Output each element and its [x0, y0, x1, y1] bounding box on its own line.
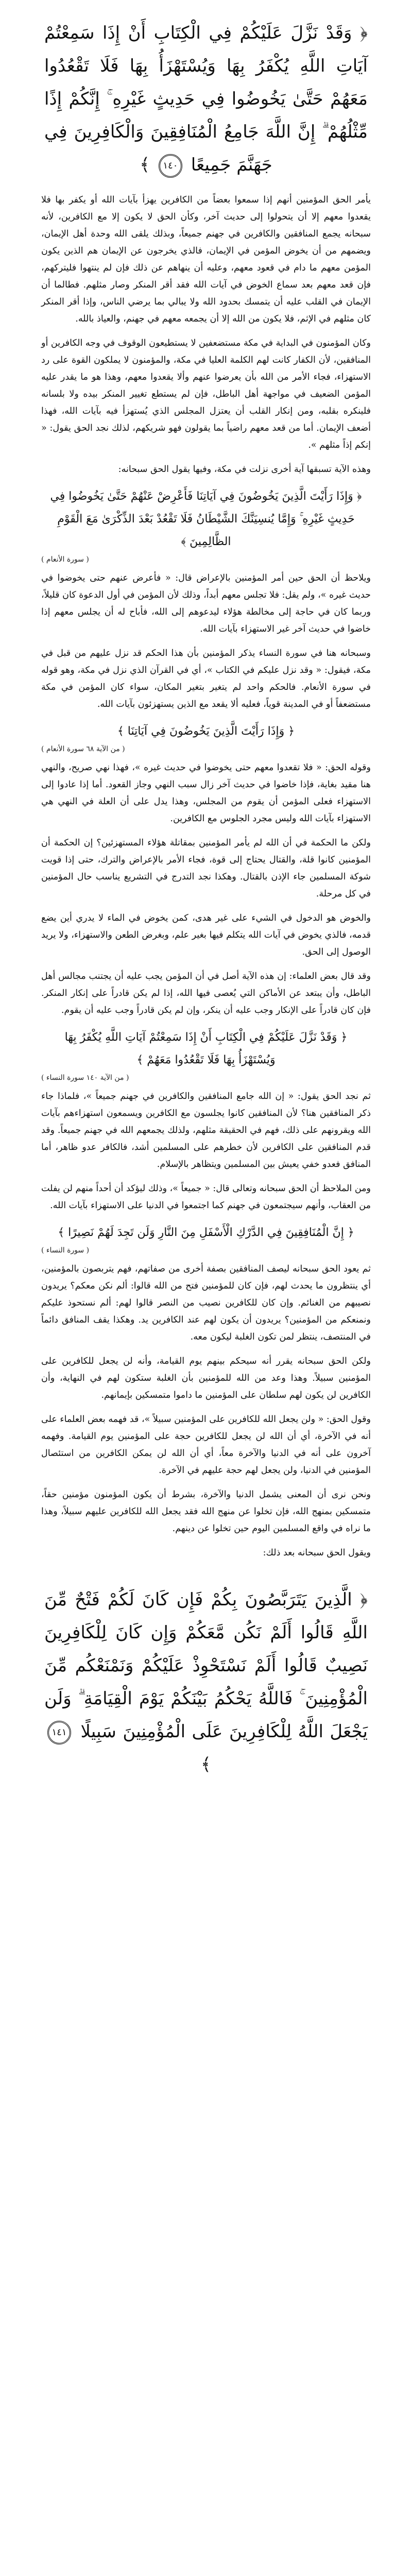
verse-reference: ( من الآية ١٤٠ سورة النساء ) — [41, 1074, 129, 1082]
verse-reference: ( سورة الأنعام ) — [41, 555, 89, 564]
paragraph: ثم نجد الحق يقول: « إن الله جامع المنافقين والكافرين في جهنم جميعاً »، فلماذا جاء ذكر المنافقين هنا؟ لأن المنافقين كانوا يجلسون مع الكافرين ويسمعون استهزاءهم بآيات الله ويقرونهم على ذلك، فهم في الحقيقة مثلهم، ولذلك يجمعهم الله في جهنم جميعاً. وقد قدم المنافقين على الكافرين لأن خطرهم على المسلمين أشد، فالكافر عدو ظاهر، أما المنافق فعدو خفي يعيش بين المسلمين ويتظاهر بالإسلام. — [41, 1091, 371, 1170]
paragraph: وسبحانه هنا في سورة النساء يذكر المؤمنين بأن هذا الحكم قد نزل عليهم من قبل في مكة، فيقول: « وقد نزل عليكم في الكتاب »، أي في القرآن الذي نزل في مكة، وهو قوله في سورة الأنعام. فالحكم واحد لم يتغير بتغير المكان، سواء كان المؤمن في مكة مستضعفاً أو في المدينة قوياً، فعليه ألا يقعد مع الذين يستهزئون بآيات الله. — [41, 648, 371, 709]
paragraph: ولكن ما الحكمة في أن الله لم يأمر المؤمنين بمقاتلة هؤلاء المستهزئين؟ إن الحكمة أن المؤمنين كانوا قلة، والقتال يحتاج إلى قوة، فجاء الأمر بالإعراض والترك، حتى إذا قويت شوكة المسلمين جاء الإذن بالقتال. وهكذا نجد التدرج في التشريع يناسب حال المؤمنين في كل مرحلة. — [41, 838, 371, 899]
paragraph: ولكن الحق سبحانه يقرر أنه سيحكم بينهم يوم القيامة، وأنه لن يجعل للكافرين على المؤمنين سبيلاً. وهذا وعد من الله للمؤمنين بأن الغلبة ستكون لهم في النهاية، وأن الكافرين لن يكون لهم سلطان على المؤمنين ما داموا متمسكين بإيمانهم. — [41, 1356, 371, 1400]
quoted-verse: ﴿ وَقَدْ نَزَّلَ عَلَيْكُمْ فِي الْكِتَابِ أَنْ إِذَا سَمِعْتُمْ آيَاتِ اللَّهِ يُكْفَرُ بِهَا وَيُسْتَهْزَأُ بِهَا فَلَا تَقْعُدُوا مَعَهُمْ ﴾ — [64, 1031, 348, 1066]
paragraph: يأمر الحق المؤمنين أنهم إذا سمعوا بعضاً من الكافرين يهزأ بآيات الله أو يكفر بها فلا يقعدوا معهم إلا أن يتحولوا إلى حديث آخر، وكأن الحق لا يكون إلا مع الكافرين، لأنه سبحانه يجمع المنافقين والكافرين في جهنم جميعاً، وبذلك يلقى الله وحدة أهل الإيمان، ويضمهم من أن يخوض المؤمن في الإيمان، فالذي يخرجون عن الإيمان هم الذين يكون المؤمن معهم ما دام في قعود معهم، وعليه أن ينهاهم عن ذلك فإن لم ينتهوا فليتركهم، فإن قعد معهم بعد سماع الخوض في آيات الله فقد أقر المنكر وصار مثلهم. فطالما أن الإيمان في القلب عليه أن يتمسك بحدود الله ولا يبالي بما يرضي الناس، وإذا أقر المنكر كان مثلهم في الإثم، فلا يكون من الله إلا أن يجمعه معهم في جهنم، والعياذ بالله. — [41, 195, 371, 324]
closing-verse — [41, 1583, 371, 1781]
verse-close-bracket: ﴾ — [140, 155, 150, 175]
opening-verse-text: ﴿ وَقَدْ نَزَّلَ عَلَيْكُمْ فِي الْكِتَابِ أَنْ إِذَا سَمِعْتُمْ آيَاتِ اللَّهِ يُكْفَرُ بِهَا وَيُسْتَهْزَأُ بِهَا فَلَا تَقْعُدُوا مَعَهُمْ حَتَّىٰ يَخُوضُوا فِي حَدِيثٍ غَيْرِهِ ۚ إِنَّكُمْ إِذًا مِّثْلُهُمْ ۗ إِنَّ اللَّهَ جَامِعُ الْمُنَافِقِينَ وَالْكَافِرِينَ فِي جَهَنَّمَ جَمِيعًا — [44, 23, 368, 175]
ayah-number-marker: ١٤١ — [47, 1721, 71, 1744]
paragraph: والخوض هو الدخول في الشيء على غير هدى، كمن يخوض في الماء لا يدري أين يضع قدمه، فالذي يخوض في آيات الله يتكلم فيها بغير علم، وبغرض الطعن والاستهزاء، ولا يريد الوصول إلى الحق. — [41, 913, 371, 957]
paragraph: ونحن نرى أن المعنى يشمل الدنيا والآخرة، بشرط أن يكون المؤمنون مؤمنين حقاً، متمسكين بمنهج الله، فإن تخلوا عن منهج الله فقد يجعل الله للكافرين عليهم سبيلاً، وهذا ما نراه في واقع المسلمين اليوم حين تخلوا عن دينهم. — [41, 1489, 371, 1534]
paragraph: وقول الحق: « ولن يجعل الله للكافرين على المؤمنين سبيلاً »، قد فهمه بعض العلماء على أنه في الآخرة، أي أن الله لن يجعل للكافرين حجة على المؤمنين يوم القيامة. وفهمه آخرون على أنه في الدنيا والآخرة معاً، أي أن الله لن يمكن الكافرين من استئصال المؤمنين في الدنيا، ولن يجعل لهم حجة عليهم في الآخرة. — [41, 1414, 371, 1476]
paragraph: ومن الملاحظ أن الحق سبحانه وتعالى قال: « جميعاً »، وذلك ليؤكد أن أحداً منهم لن يفلت من العقاب، وأنهم سيجتمعون في جهنم كما اجتمعوا في الدنيا على الاستهزاء بآيات الله. — [41, 1183, 371, 1211]
closing-verse-text: ﴿ الَّذِينَ يَتَرَبَّصُونَ بِكُمْ فَإِن كَانَ لَكُمْ فَتْحٌ مِّنَ اللَّهِ قَالُوا أَلَمْ نَكُن مَّعَكُمْ وَإِن كَانَ لِلْكَافِرِينَ نَصِيبٌ قَالُوا أَلَمْ نَسْتَحْوِذْ عَلَيْكُمْ وَنَمْنَعْكُم مِّنَ الْمُؤْمِنِينَ ۚ فَاللَّهُ يَحْكُمُ بَيْنَكُمْ يَوْمَ الْقِيَامَةِ ۗ وَلَن يَجْعَلَ اللَّهُ لِلْكَافِرِينَ عَلَى الْمُؤْمِنِينَ سَبِيلًا — [44, 1589, 368, 1742]
paragraph: ثم يعود الحق سبحانه ليصف المنافقين بصفة أخرى من صفاتهم، فهم يتربصون بالمؤمنين، أي ينتظرون ما يحدث لهم، فإن كان للمؤمنين فتح من الله قالوا: ألم نكن معكم؟ يريدون نصيبهم من الغنائم. وإن كان للكافرين نصيب من النصر قالوا لهم: ألم نستحوذ عليكم ونمنعكم من المؤمنين؟ يريدون أن يكون لهم عند الكافرين يد. وهكذا يقف المنافق دائماً في المنتصف، ينتظر لمن تكون الغلبة ليكون معه. — [41, 1264, 371, 1342]
paragraph: وكان المؤمنون في البداية في مكة مستضعفين لا يستطيعون الوقوف في وجه الكافرين أو المنافقين، لأن الكفار كانت لهم الكلمة العليا في مكة، والمؤمنون لا يملكون القوة على رد الاستهزاء، فجاء الأمر من الله بأن يعرضوا عنهم وألا يقعدوا معهم، وهذا هو ما يقدر عليه المؤمن الضعيف في مواجهة أهل الباطل، فإن لم يستطع تغيير المنكر بيده ولا بلسانه فلينكره بقلبه، ومن إنكار القلب أن يعتزل المجلس الذي يُستهزأ فيه بآيات الله، فهذا أضعف الإيمان. أما من قعد معهم راضياً بما يقولون فهو شريكهم، لذلك نجد الحق يقول: « إنكم إذاً مثلهم ». — [41, 338, 371, 450]
page — [41, 0, 371, 1781]
paragraph: ويقول الحق سبحانه بعد ذلك: — [263, 1548, 371, 1558]
opening-verse — [41, 16, 371, 181]
verse-close-bracket: ﴾ — [201, 1754, 211, 1775]
ayah-number-marker: ١٤٠ — [159, 154, 182, 178]
verse-reference: ( سورة النساء ) — [41, 1246, 90, 1255]
paragraph: وهذه الآية تسبقها آية أخرى نزلت في مكة، وفيها يقول الحق سبحانه: — [118, 464, 371, 474]
paragraph: وقد قال بعض العلماء: إن هذه الآية أصل في أن المؤمن يجب عليه أن يجتنب مجالس أهل الباطل، وأن يبتعد عن الأماكن التي يُعصى فيها الله، إذا لم يكن قادراً على إنكار المنكر. فإن كان قادراً على الإنكار وجب عليه أن ينكر، وإن لم يكن قادراً وجب عليه أن يقوم. — [41, 971, 371, 1015]
quoted-verse: ﴿ إِنَّ الْمُنَافِقِينَ فِي الدَّرْكِ الْأَسْفَلِ مِنَ النَّارِ وَلَن تَجِدَ لَهُمْ نَصِيرًا ﴾ — [58, 1226, 354, 1239]
spacer — [41, 1569, 371, 1579]
quoted-verse: ﴿ وَإِذَا رَأَيْتَ الَّذِينَ يَخُوضُونَ فِي آيَاتِنَا ﴾ — [117, 725, 295, 738]
paragraph: ويلاحظ أن الحق حين أمر المؤمنين بالإعراض قال: « فأعرض عنهم حتى يخوضوا في حديث غيره »، ولم يقل: فلا تجلس معهم أبداً، وذلك لأن المؤمن في أول الدعوة كان قليلاً، وربما كان في حاجة إلى مخالطة هؤلاء ليدعوهم إلى الله، فأباح له أن يجلس معهم إذا خاضوا في حديث آخر غير الاستهزاء بآيات الله. — [41, 573, 371, 634]
quoted-verse: ﴿ وَإِذَا رَأَيْتَ الَّذِينَ يَخُوضُونَ فِي آيَاتِنَا فَأَعْرِضْ عَنْهُمْ حَتَّىٰ يَخُوضُوا فِي حَدِيثٍ غَيْرِهِ ۚ وَإِمَّا يُنسِيَنَّكَ الشَّيْطَانُ فَلَا تَقْعُدْ بَعْدَ الذِّكْرَىٰ مَعَ الْقَوْمِ الظَّالِمِينَ ﴾ — [50, 490, 362, 548]
paragraph: وقوله الحق: « فلا تقعدوا معهم حتى يخوضوا في حديث غيره »، فهذا نهي صريح، والنهي هنا مقيد بغاية، فإذا خاضوا في حديث آخر زال سبب النهي وجاز القعود. أما إذا عادوا إلى الاستهزاء فعلى المؤمن أن يقوم من المجلس، وهذا يدل على أن العلة في النهي هي الاستهزاء بآيات الله وليس مجرد الجلوس مع الكافرين. — [41, 762, 371, 824]
verse-reference: ( من الآية ٦٨ سورة الأنعام ) — [41, 745, 125, 753]
